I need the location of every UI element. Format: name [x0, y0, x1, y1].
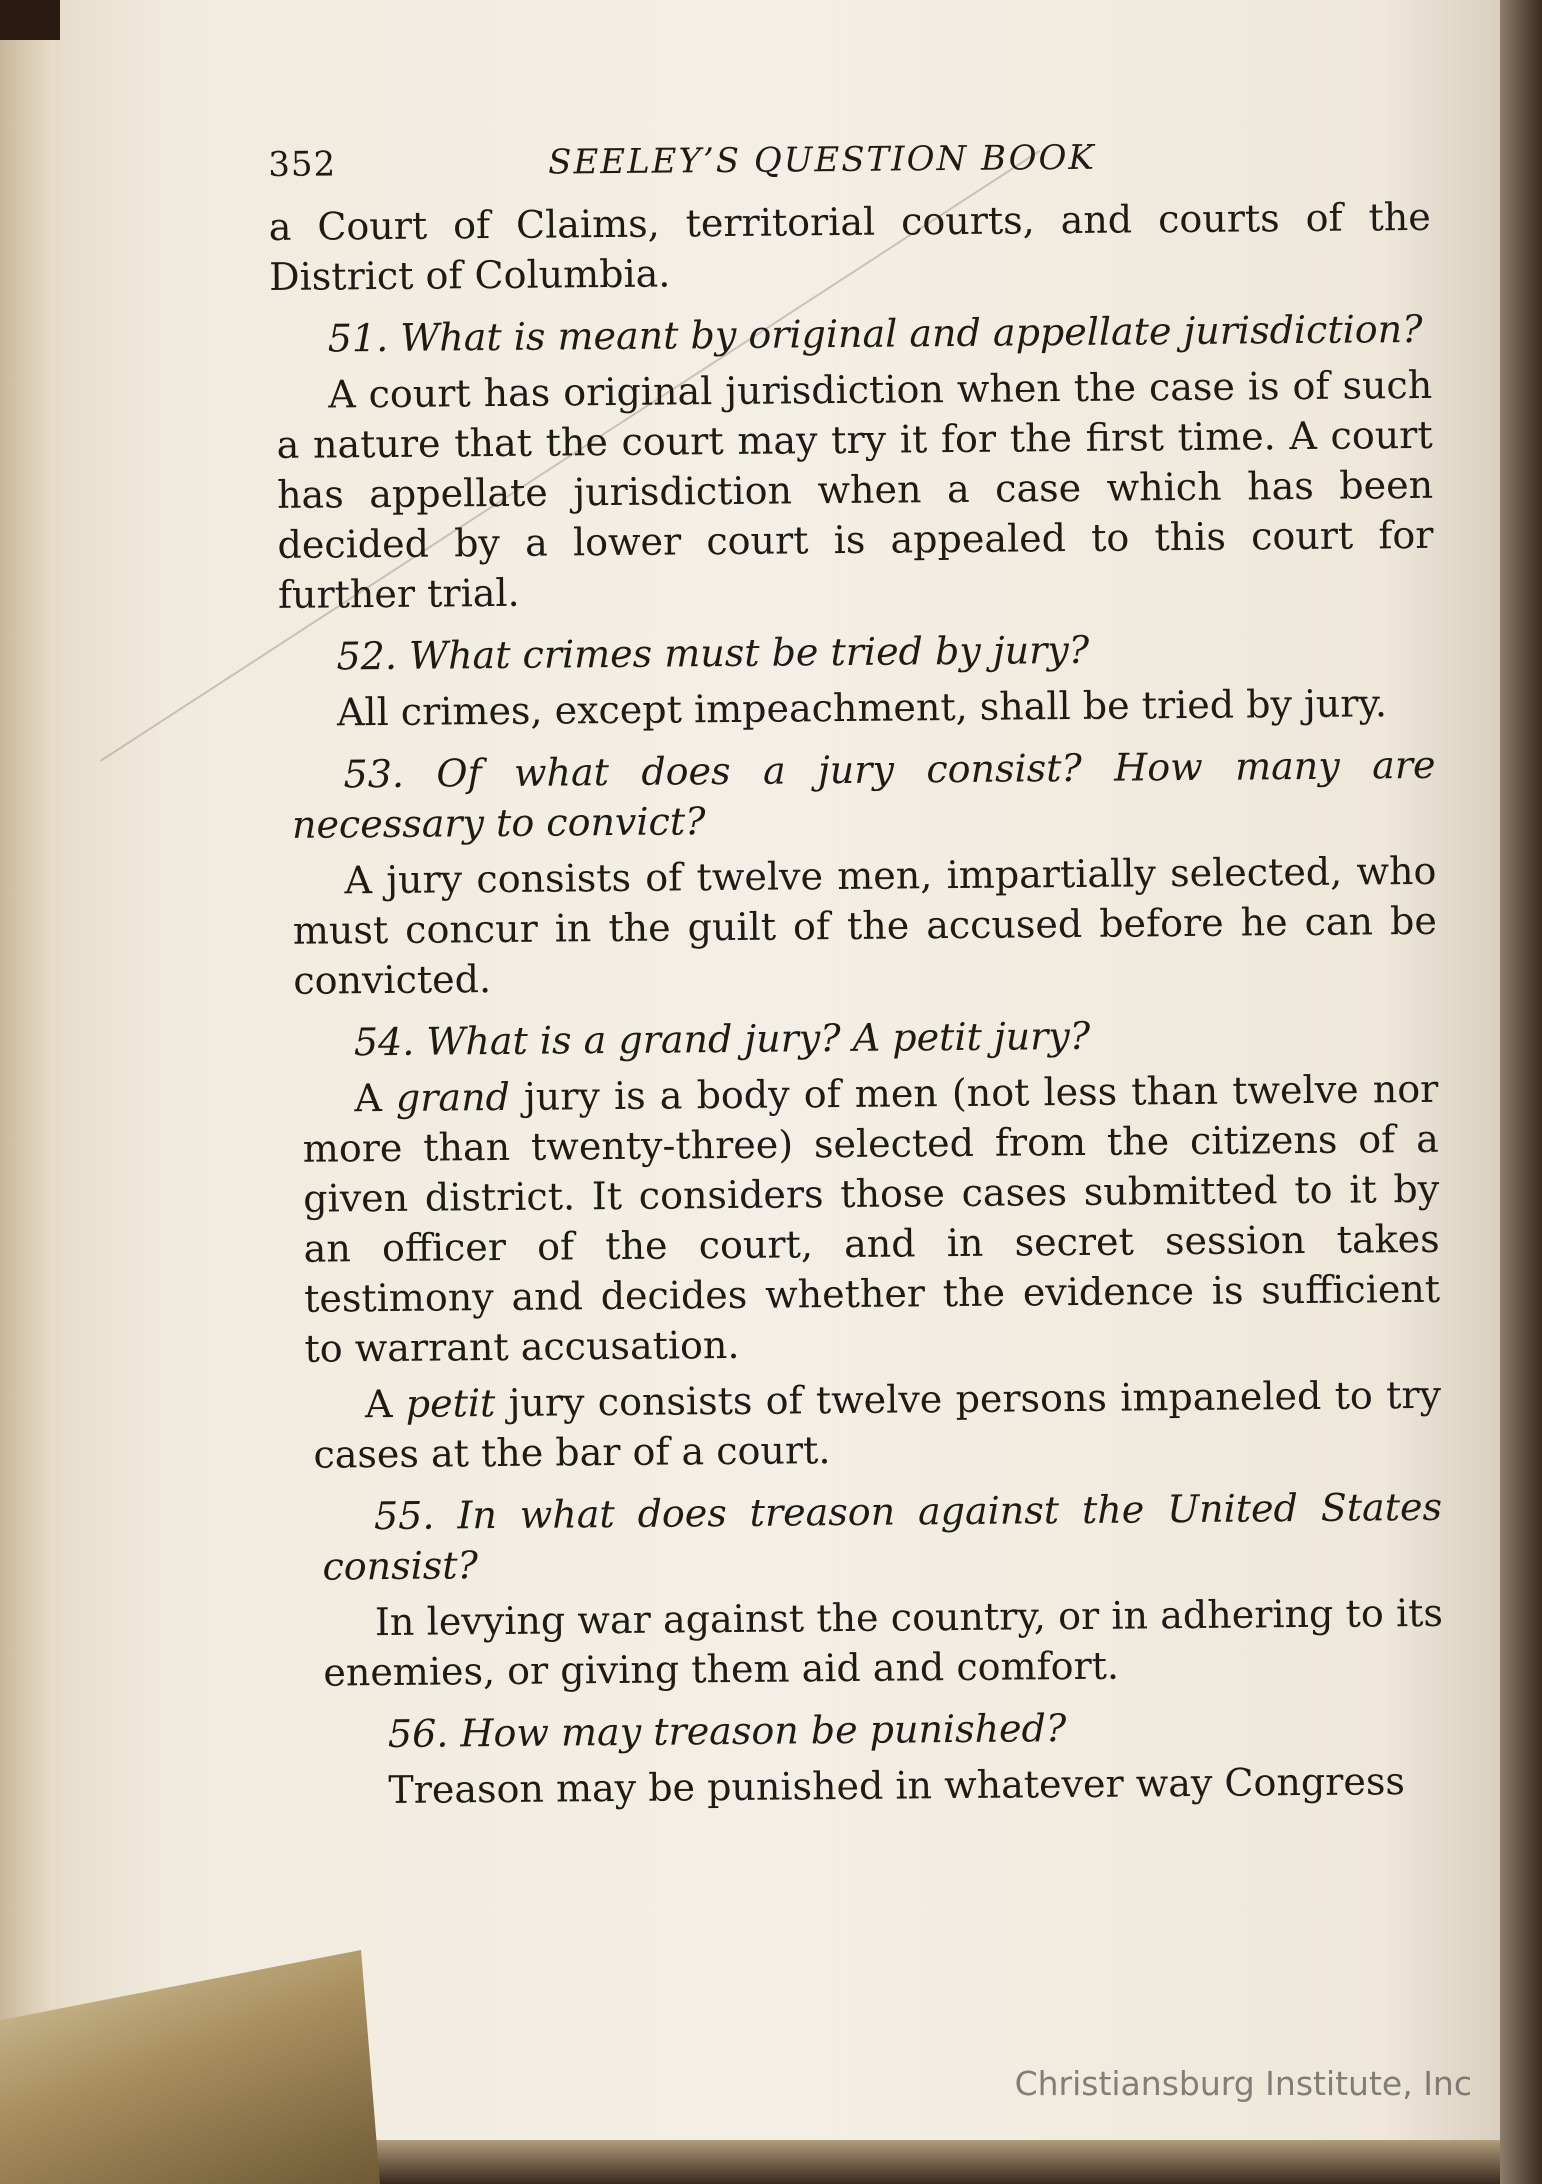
answer-51: A court has original jurisdiction when the case is of such a nature that the court may try it for the first time. A court has appellate jurisdiction when a case which has been decided by a lower court is appealed to this court for further trial. [276, 362, 1434, 617]
question-51: 51. What is meant by original and appellate jurisdiction? [327, 306, 1423, 361]
book-bottom-edge [340, 2140, 1500, 2184]
answer-56: Treason may be punished in whatever way Congress [388, 1759, 1406, 1813]
answer-54-grand-term: grand [395, 1074, 511, 1120]
answer-54-petit-pre: A [364, 1381, 406, 1427]
continued-answer: a Court of Claims, territorial courts, and courts of the District of Columbia. [268, 194, 1431, 299]
watermark: Christiansburg Institute, Inc [1014, 2064, 1472, 2103]
answer-54-petit-jury [279, 1370, 1442, 1480]
answer-54-grand-post: jury is a body of men (not less than twelve nor more than twenty-three) selected from the citizens of a given district. It considers those cases submitted to it by an officer of the court, and in secret session takes testimony and decides whether the evidence is sufficient to warrant accusation. [302, 1066, 1441, 1371]
book-right-edge [1500, 0, 1542, 2184]
running-head: SEELEY’S QUESTION BOOK [548, 137, 1096, 183]
question-56: 56. How may treason be punished? [387, 1706, 1067, 1757]
answer-53: A jury consists of twelve men, impartially selected, who must concur in the guilt of the accused before he can be convicted. [292, 848, 1438, 1003]
answer-52: All crimes, except impeachment, shall be tried by jury. [336, 681, 1388, 735]
answer-54-petit-post: jury consists of twelve persons impaneled to try cases at the bar of a court. [313, 1372, 1442, 1477]
answer-54-grand-jury [276, 1064, 1441, 1374]
answer-55: In levying war against the country, or in adhering to its enemies, or giving them aid and comfort. [323, 1590, 1444, 1695]
question-53: 53. Of what does a jury consist? How many are necessary to convict? [291, 742, 1436, 847]
question-54: 54. What is a grand jury? A petit jury? [353, 1013, 1091, 1065]
page-header [268, 130, 1430, 202]
answer-54-grand-pre: A [354, 1075, 397, 1121]
question-55: 55. In what does treason against the United States consist? [322, 1484, 1443, 1589]
question-52: 52. What crimes must be tried by jury? [336, 627, 1090, 679]
page-number: 352 [268, 144, 337, 185]
page-text [268, 130, 1445, 1816]
answer-54-petit-term: petit [405, 1381, 496, 1426]
